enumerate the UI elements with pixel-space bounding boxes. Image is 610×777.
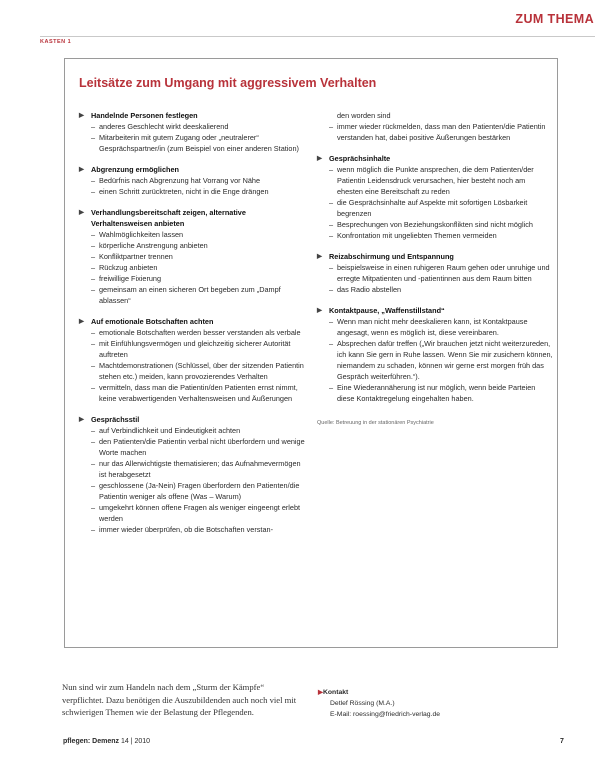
triangle-right-icon: ▶: [79, 112, 84, 119]
list-item-text: gemeinsam an einen sicheren Ort begeben zum „Dampf ablassen“: [99, 285, 281, 305]
bullet-list: [79, 425, 309, 535]
box-title: Leitsätze zum Umgang mit aggressivem Verhalten: [79, 76, 377, 90]
list-item-text: geschlossene (Ja-Nein) Fragen überfordern den Patienten/die Patientin weniger als offene (Was – Warum): [99, 481, 300, 501]
list-item: [91, 284, 309, 306]
right-column: [317, 110, 553, 429]
bullet-list: [317, 164, 553, 241]
triangle-right-icon: ▶: [79, 209, 84, 216]
kasten-label: KASTEN 1: [40, 39, 72, 45]
triangle-right-icon: ▶: [318, 689, 323, 696]
section-heading-text: Kontaktpause, „Waffenstillstand“: [329, 306, 445, 315]
list-item: [91, 175, 309, 186]
dash-marker: –: [91, 339, 96, 348]
list-item-text: Konfliktpartner trennen: [99, 252, 173, 261]
list-item-text: freiwillige Fixierung: [99, 274, 162, 283]
list-item-text: Machtdemonstrationen (Schlüssel, über der sitzenden Patientin stehen etc.) meiden, kann provozierendes Verhalten: [99, 361, 304, 381]
dash-marker: –: [329, 122, 334, 131]
dash-marker: –: [91, 328, 96, 337]
guideline-section: [79, 414, 309, 535]
guideline-section: [79, 164, 309, 197]
list-item-text: vermitteln, dass man die Patientin/den Patienten ernst nimmt, keine verabwertigenden Verhaltensweisen und Äußerungen: [99, 383, 298, 403]
list-item-text: Wenn man nicht mehr deeskalieren kann, ist Kontaktpause angesagt, wenn es möglich ist, diese vereinbaren.: [337, 317, 528, 337]
guideline-section: [79, 110, 309, 154]
section-heading-text: Reizabschirmung und Entspannung: [329, 252, 454, 261]
section-heading: [317, 251, 553, 262]
contact-name: Detlef Rössing (M.A.): [330, 700, 395, 707]
dash-marker: –: [91, 241, 96, 250]
contact-heading-text: Kontakt: [323, 689, 349, 696]
section-heading: [79, 207, 309, 229]
guideline-section: [317, 251, 553, 295]
magazine-name: pflegen: Demenz: [63, 738, 120, 745]
list-item-text: Besprechungen von Beziehungskonflikten sind nicht möglich: [337, 220, 533, 229]
list-item-text: auf Verbindlichkeit und Eindeutigkeit achten: [99, 426, 241, 435]
section-heading-text: Abgrenzung ermöglichen: [91, 165, 179, 174]
list-item: [91, 480, 309, 502]
list-item: [329, 262, 553, 284]
list-item-text: emotionale Botschaften werden besser verstanden als verbale: [99, 328, 301, 337]
list-item-text: anderes Geschlecht wirkt deeskalierend: [99, 122, 229, 131]
list-item-text: den worden sind: [337, 111, 391, 120]
list-item: [91, 425, 309, 436]
section-label: ZUM THEMA: [515, 12, 594, 26]
guideline-section: [317, 153, 553, 241]
info-box: [64, 58, 558, 648]
dash-marker: –: [91, 525, 96, 534]
dash-marker: –: [91, 503, 96, 512]
triangle-right-icon: ▶: [79, 318, 84, 325]
source-note: Quelle: Betreuung in der stationären Psychiatrie: [317, 420, 434, 426]
dash-marker: –: [329, 285, 334, 294]
dash-marker: –: [329, 198, 334, 207]
issue-number: 14 | 2010: [120, 738, 151, 745]
dash-marker: –: [329, 263, 334, 272]
list-item: [329, 230, 553, 241]
section-heading-text: Gesprächsstil: [91, 415, 140, 424]
list-item: [91, 186, 309, 197]
dash-marker: –: [91, 122, 96, 131]
dash-marker: –: [329, 317, 334, 326]
list-item: [91, 240, 309, 251]
dash-marker: –: [329, 231, 334, 240]
section-heading: [79, 316, 309, 327]
list-item-text: umgekehrt können offene Fragen als weniger eingeengt erlebt werden: [99, 503, 301, 523]
section-heading-text: Auf emotionale Botschaften achten: [91, 317, 214, 326]
guideline-section: [317, 305, 553, 404]
list-item: [329, 219, 553, 230]
list-item: [91, 524, 309, 535]
guideline-section: [79, 207, 309, 306]
dash-marker: –: [91, 230, 96, 239]
bullet-list: [317, 262, 553, 295]
list-item: [91, 502, 309, 524]
footer: [63, 738, 150, 745]
list-item-text: nur das Allerwichtigste thematisieren; das Aufnahmevermögen ist herabgesetzt: [99, 459, 301, 479]
dash-marker: –: [91, 263, 96, 272]
section-heading-text: Handelnde Personen festlegen: [91, 111, 198, 120]
list-item-text: einen Schritt zurücktreten, nicht in die Enge drängen: [99, 187, 269, 196]
dash-marker: –: [91, 187, 96, 196]
list-item-text: das Radio abstellen: [337, 285, 402, 294]
list-item: [329, 121, 553, 143]
list-item: [91, 338, 309, 360]
bullet-list: [79, 121, 309, 154]
dash-marker: –: [329, 220, 334, 229]
bullet-list: [317, 110, 553, 143]
list-item-text: körperliche Anstrengung anbieten: [99, 241, 208, 250]
dash-marker: –: [91, 274, 96, 283]
bullet-list: [79, 229, 309, 306]
dash-marker: –: [91, 481, 96, 490]
guideline-section: [79, 316, 309, 404]
list-item: [91, 360, 309, 382]
list-item: [329, 382, 553, 404]
section-heading-text: Gesprächsinhalte: [329, 154, 391, 163]
list-item: [91, 458, 309, 480]
body-paragraph: Nun sind wir zum Handeln nach dem „Sturm der Kämpfe“ verpflichtet. Dazu benötigen die Auszubildenden auch noch viel mit schwierigen Themen wie der Belastung der Pflegenden.: [62, 682, 297, 717]
section-heading: [79, 164, 309, 175]
list-item: [329, 164, 553, 197]
bullet-list: [79, 327, 309, 404]
triangle-right-icon: ▶: [79, 416, 84, 423]
list-item: [329, 316, 553, 338]
list-item-text: den Patienten/die Patientin verbal nicht überfordern und wenige Worte machen: [99, 437, 305, 457]
indent-spacer: [329, 110, 337, 121]
dash-marker: –: [329, 165, 334, 174]
list-item-text: Wahlmöglichkeiten lassen: [99, 230, 184, 239]
header-rule: [40, 36, 595, 37]
contact-email[interactable]: E-Mail: roessing@friedrich-verlag.de: [330, 711, 441, 718]
section-heading: [79, 414, 309, 425]
continued-section: [317, 110, 553, 143]
list-item: [91, 382, 309, 404]
dash-marker: –: [91, 361, 96, 370]
list-item-text: mit Einfühlungsvermögen und gleichzeitig sicherer Autorität auftreten: [99, 339, 291, 359]
list-item-text: wenn möglich die Punkte ansprechen, die dem Patienten/der Patientin Leidensdruck verursachen, hier besteht noch am ehesten eine Bereitschaft zu reden: [337, 165, 534, 196]
contact-heading: [318, 687, 440, 698]
list-item-text: die Gesprächsinhalte auf Aspekte mit sofortigen Lösbarkeit begrenzen: [337, 198, 528, 218]
list-item: [91, 229, 309, 240]
section-heading: [317, 153, 553, 164]
triangle-right-icon: ▶: [79, 166, 84, 173]
list-item-text: immer wieder überprüfen, ob die Botschaften verstan-: [99, 525, 273, 534]
list-item: [329, 197, 553, 219]
dash-marker: –: [91, 285, 96, 294]
dash-marker: –: [91, 176, 96, 185]
left-column: [79, 110, 309, 545]
list-item: [329, 284, 553, 295]
list-item: [91, 273, 309, 284]
dash-marker: –: [91, 437, 96, 446]
section-heading: [317, 305, 553, 316]
list-item: [329, 338, 553, 382]
list-item-text: immer wieder rückmelden, dass man den Patienten/die Patientin verstanden hat, dabei positive Äußerungen bestärken: [337, 122, 546, 142]
bullet-list: [79, 175, 309, 197]
page-header: [40, 5, 610, 37]
contact-block: [318, 687, 440, 720]
section-heading: [79, 110, 309, 121]
triangle-right-icon: ▶: [317, 253, 322, 260]
list-item: [91, 436, 309, 458]
list-item-text: Rückzug anbieten: [99, 263, 158, 272]
list-item-text: Eine Wiederannäherung ist nur möglich, wenn beide Parteien diese Kontaktregelung eingehalten haben.: [337, 383, 536, 403]
list-item-text: Bedürfnis nach Abgrenzung hat Vorrang vor Nähe: [99, 176, 261, 185]
dash-marker: –: [91, 383, 96, 392]
section-heading-text: Verhandlungsbereitschaft zeigen, alternative Verhaltensweisen anbieten: [91, 208, 246, 228]
list-item: [91, 251, 309, 262]
list-item: [91, 121, 309, 132]
triangle-right-icon: ▶: [317, 307, 322, 314]
bullet-list: [317, 316, 553, 404]
triangle-right-icon: ▶: [317, 155, 322, 162]
list-item-text: Absprechen dafür treffen („Wir brauchen jetzt nicht weiterzureden, ich kann Sie gern in Ruhe lassen. Wenn Sie mir zusichern können, niemandem zu schaden, können wir gerne erst morgen früh das Gespräch weiterführen.“).: [337, 339, 553, 381]
page-number: 7: [560, 738, 564, 745]
list-item-text: Mitarbeiterin mit gutem Zugang oder „neutralerer“ Gesprächspartner/in (zum Beispiel von einer anderen Station): [99, 133, 299, 153]
dash-marker: –: [329, 383, 334, 392]
list-item-text: Konfrontation mit ungeliebten Themen vermeiden: [337, 231, 497, 240]
dash-marker: –: [329, 339, 334, 348]
dash-marker: –: [91, 459, 96, 468]
dash-marker: –: [91, 252, 96, 261]
list-item: [91, 262, 309, 273]
list-item: [329, 110, 553, 121]
dash-marker: –: [91, 426, 96, 435]
list-item: [91, 327, 309, 338]
list-item-text: beispielsweise in einen ruhigeren Raum gehen oder unruhige und erregte Mitpatienten und -patientinnen aus dem Raum bitten: [337, 263, 550, 283]
list-item: [91, 132, 309, 154]
dash-marker: –: [91, 133, 96, 142]
